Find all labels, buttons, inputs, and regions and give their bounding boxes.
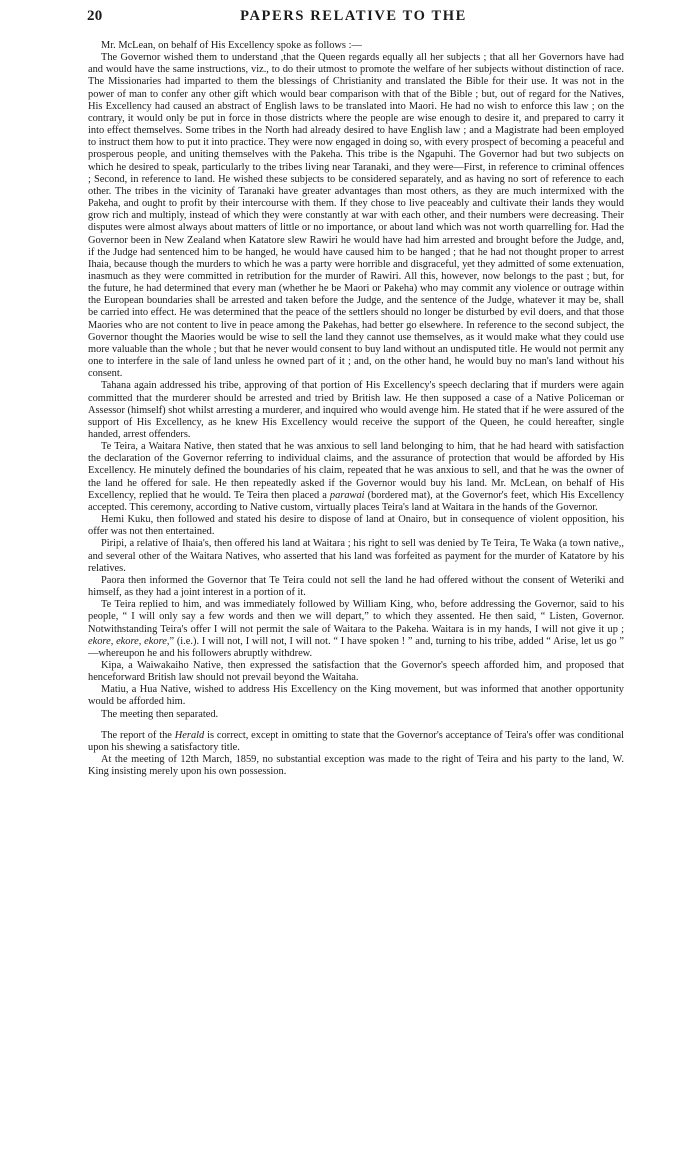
paragraph-william-king	[88, 599, 624, 660]
herald-text: The report of the	[101, 729, 175, 741]
te-teira-text: Te Teira, a Waitara Native, then stated that he was anxious to sell land belonging to him, that he had heard with satisfaction the declaration of the Governor referring to individual claims, and the assurance of protection that would be afforded by His Excellency. He minutely defined the boundaries of his claim, repeated that he was anxious to sell, and that he was the owner of the land he offered for sale. He then repeatedly asked if the Governor would buy his land. Mr. McLean, on behalf of His Excellency, replied that he would. Te Teira then placed a	[88, 441, 624, 501]
william-king-text-continued: ” (i.e.). I will not, I will not, I will not. “ I have spoken ! ” and, turning to his tribe, added “ Arise, let us go ” —whereupon he and his followers abruptly withdrew.	[88, 635, 624, 659]
paragraph-herald-report	[88, 730, 624, 754]
paragraph-governor-speech: The Governor wished them to understand ,that the Queen regards equally all her subjects ; that all her Governors have had and would have the same instructions, viz., to do their utmost to promote the welfare of her subjects without distinction of race. The Missionaries had imparted to them the blessings of Christianity and translated the Bible for their use. It was not in the power of man to confer any other gift which would bear comparison with that of the Bible ; but, out of regard for the Natives, His Excellency had caused an abstract of English laws to be translated into Maori. He had no wish to enforce this law ; on the contrary, it would only be put in force in those districts where the people are wise enough to desire it, and prepared to carry it into effect themselves. Some tribes in the North had already desired to have English law ; and a Magistrate had been employed to instruct them how to put it into practice. They were now engaged in doing so, with every prospect of becoming a peaceful and prosperous people, and uniting themselves with the Pakeha. This tribe is the Ngapuhi. The Governor had but two subjects on which he desired to speak, particularly to the tribes living near Taranaki, and they were—First, in reference to criminal offences ; Second, in reference to land. He wished these subjects to be considered separately, and as having no sort of reference to each other. The tribes in the vicinity of Taranaki have greater advantages than most others, as they are much intermixed with the Pakeha, and ought to profit by their intercourse with them. If they chose to live peaceably and cultivate their lands they would grow rich and multiply, instead of which they were constantly at war with each other, and their numbers were decreasing. Their disputes were almost always about matters of little or no importance, or about land which was not worth quarrelling for. Had the Governor been in New Zealand when Katatore slew Rawiri he would have had him arrested and brought before the Judge, and, if the Judge had sentenced him to be hanged, he would have caused him to be hanged ; that he had not thought proper to arrest Ihaia, because though the murders to which he was a party were horrible and disgraceful, yet they admitted of some extenuation, inasmuch as they were committed in retribution for the murder of Rawiri. All this, however, now belongs to the past ; but, for the future, he had determined that every man (whether he be Maori or Pakeha) who may commit any violence or outrage within the European boundaries shall be arrested and taken before the Judge, and the sentence of the Judge, whatever it may be, shall be carried into effect. He was determined that the peace of the settlers should no longer be disturbed by evil doers, and that those Maories who are not content to live in peace among the Pakehas, had better go elsewhere. In reference to the second subject, the Governor thought the Maories would be wise to sell the land they cannot use themselves, as it would make what they could use more valuable than the whole ; but that he never would consent to buy land without an undisputed title. He would not permit any one to interfere in the sale of land unless he owned part of it ; and, on the other hand, he would buy no man's land without his consent.	[88, 52, 624, 380]
page-number: 20	[87, 8, 103, 24]
paragraph-tahana: Tahana again addressed his tribe, approving of that portion of His Excellency's speech declaring that if murders were again committed that the murderer should be arrested and tried by British law. He then supposed a case of a Native Policeman or Assessor (himself) shot whilst arresting a murderer, and inquired who would avenge him. He stated that if he were assured of the support of His Excellency, as he knew His Excellency would receive the support of the Queen, he could hereafter, single handed, arrest offenders.	[88, 380, 625, 440]
document-body	[88, 40, 624, 778]
paragraph-hemi-kuku: Hemi Kuku, then followed and stated his desire to dispose of land at Onairo, but in consequence of violent opposition, his offer was not then entertained.	[88, 514, 624, 538]
paragraph-kipa: Kipa, a Waiwakaiho Native, then expressed the satisfaction that the Governor's speech afforded him, and proposed that henceforward British law should not prevail beyond the Waitaha.	[88, 659, 624, 684]
paragraph-meeting-separated: The meeting then separated.	[101, 708, 219, 720]
ekore-phrase: ekore, ekore, ekore,	[88, 635, 170, 647]
paragraph-meeting-1859: At the meeting of 12th March, 1859, no substantial exception was made to the right of Teira and his party to the land, W. King insisting merely upon his own possession.	[88, 754, 624, 778]
parawai-term: parawai	[329, 489, 365, 501]
herald-text-continued: is correct, except in omitting to state that the Governor's acceptance of Teira's offer was conditional upon his shewing a satisfactory title.	[88, 729, 624, 753]
paragraph-paora: Paora then informed the Governor that Te Teira could not sell the land he had offered without the consent of Weteriki and himself, as they had a joint interest in a portion of it.	[88, 574, 624, 599]
te-teira-text-continued: (bordered mat), at the Governor's feet, which His Excellency accepted. This ceremony, according to Native custom, virtually places Teira's land at Waitara in the hands of the Governor.	[88, 489, 625, 513]
paragraph-matiu: Matiu, a Hua Native, wished to address His Excellency on the King movement, but was informed that another opportunity would be afforded him.	[88, 684, 624, 708]
william-king-text: Te Teira replied to him, and was immediately followed by William King, who, before addressing the Governor, said to his people, “ I will only say a few words and then we will depart,” to which they assented. He then said, “ Listen, Governor. Notwithstanding Teira's offer I will not permit the sale of Waitara to the Pakeha. Waitara is in my hands, I will not give it up ;	[88, 599, 624, 635]
paragraph-te-teira	[88, 441, 624, 514]
paragraph-intro: Mr. McLean, on behalf of His Excellency spoke as follows :—	[101, 40, 362, 51]
herald-title: Herald	[174, 729, 205, 741]
running-title: PAPERS RELATIVE TO THE	[240, 8, 467, 24]
page-header	[87, 8, 620, 28]
paragraph-piripi: Piripi, a relative of Ihaia's, then offered his land at Waitara ; his right to sell was denied by Te Teira, Te Waka (a town native,, and several other of the Waitara Natives, who asserted that his land was forfeited as payment for the murder of Katatore by his relatives.	[88, 538, 624, 574]
